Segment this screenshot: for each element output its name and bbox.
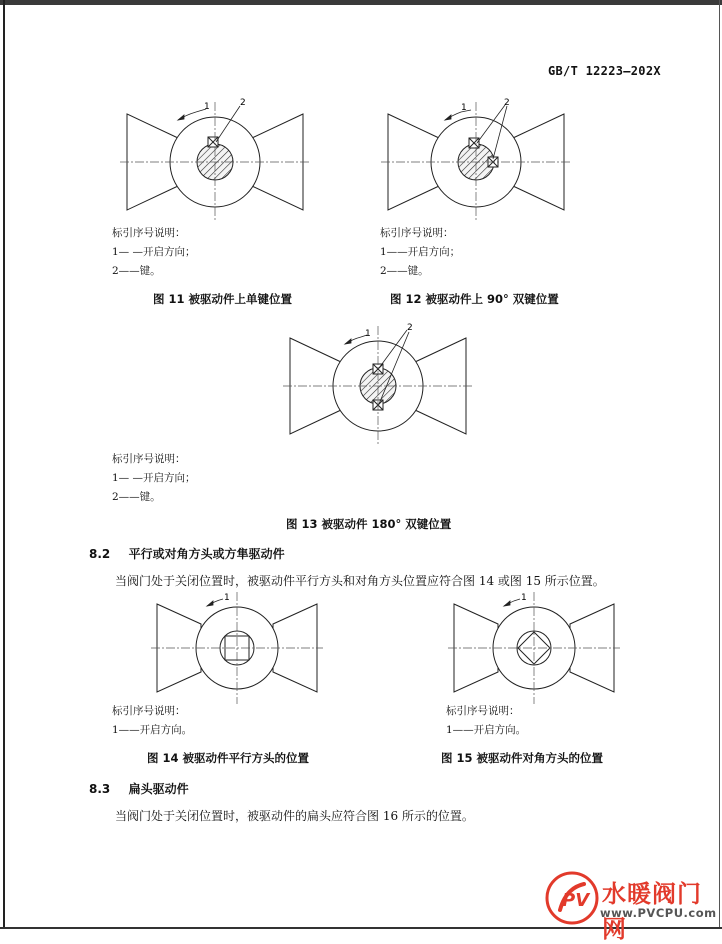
section-8-2-paragraph: 当阀门处于关闭位置时，被驱动件平行方头和对角方头位置应符合图 14 或图 15 所示位置。 — [115, 574, 605, 588]
figure-14-caption: 图 14 被驱动件平行方头的位置 — [147, 751, 310, 765]
figure-13-caption: 图 13 被驱动件 180° 双键位置 — [286, 517, 452, 531]
standard-number: GB/T 12223—202X — [548, 64, 661, 78]
legend-item-1: 1——开启方向。 — [112, 724, 193, 736]
figure-12-drawing — [381, 96, 571, 226]
legend-item-1: 1— —开启方向； — [112, 472, 196, 484]
section-title: 扁头驱动件 — [128, 782, 189, 796]
legend-title: 标引序号说明： — [380, 227, 454, 239]
fig11-label-2: 2 — [240, 98, 246, 108]
legend-item-1: 1——开启方向。 — [446, 724, 527, 736]
fig12-label-1: 1 — [461, 103, 467, 113]
fig13-label-1: 1 — [365, 329, 371, 339]
section-8-2-heading — [89, 545, 285, 562]
logo-letters: PV — [562, 890, 590, 911]
figure-13-drawing — [283, 320, 473, 450]
figure-12-caption: 图 12 被驱动件上 90° 双键位置 — [390, 292, 559, 306]
figure-15-drawing — [448, 590, 620, 705]
figure-15-caption: 图 15 被驱动件对角方头的位置 — [441, 751, 604, 765]
fig14-label-1: 1 — [224, 593, 230, 603]
fig15-label-1: 1 — [521, 593, 527, 603]
legend-title: 标引序号说明： — [446, 705, 520, 717]
page-right-border — [719, 0, 720, 929]
watermark-url[interactable]: www.PVCPU.com — [600, 906, 717, 920]
fig12-label-2: 2 — [504, 98, 510, 108]
pv-logo-icon — [544, 870, 600, 926]
section-number: 8.2 — [89, 547, 111, 561]
legend-item-1: 1——开启方向； — [380, 246, 461, 258]
section-title: 平行或对角方头或方隼驱动件 — [128, 547, 285, 561]
legend-item-2: 2——键。 — [112, 491, 161, 503]
figure-15-legend — [446, 702, 526, 740]
fig13-label-2: 2 — [407, 323, 413, 333]
watermark-site-name: 水暖阀门网 — [602, 880, 702, 943]
section-8-3-heading — [89, 780, 189, 797]
window-top-bar — [0, 0, 722, 5]
figure-14-legend — [112, 702, 192, 740]
fig11-label-1: 1 — [204, 102, 210, 112]
legend-title: 标引序号说明： — [112, 227, 186, 239]
legend-item-2: 2——键。 — [112, 265, 161, 277]
figure-14-drawing — [151, 590, 323, 705]
section-number: 8.3 — [89, 782, 111, 796]
section-8-3-paragraph: 当阀门处于关闭位置时，被驱动件的扁头应符合图 16 所示的位置。 — [115, 809, 474, 823]
legend-title: 标引序号说明： — [112, 705, 186, 717]
page-left-border — [3, 0, 5, 929]
legend-item-2: 2——键。 — [380, 265, 429, 277]
figure-11-caption: 图 11 被驱动件上单键位置 — [153, 292, 293, 306]
figure-13-legend — [112, 450, 196, 507]
figure-11-legend — [112, 224, 196, 281]
legend-item-1: 1— —开启方向； — [112, 246, 196, 258]
figure-12-legend — [380, 224, 460, 281]
legend-title: 标引序号说明： — [112, 453, 186, 465]
figure-11-drawing — [120, 96, 310, 226]
